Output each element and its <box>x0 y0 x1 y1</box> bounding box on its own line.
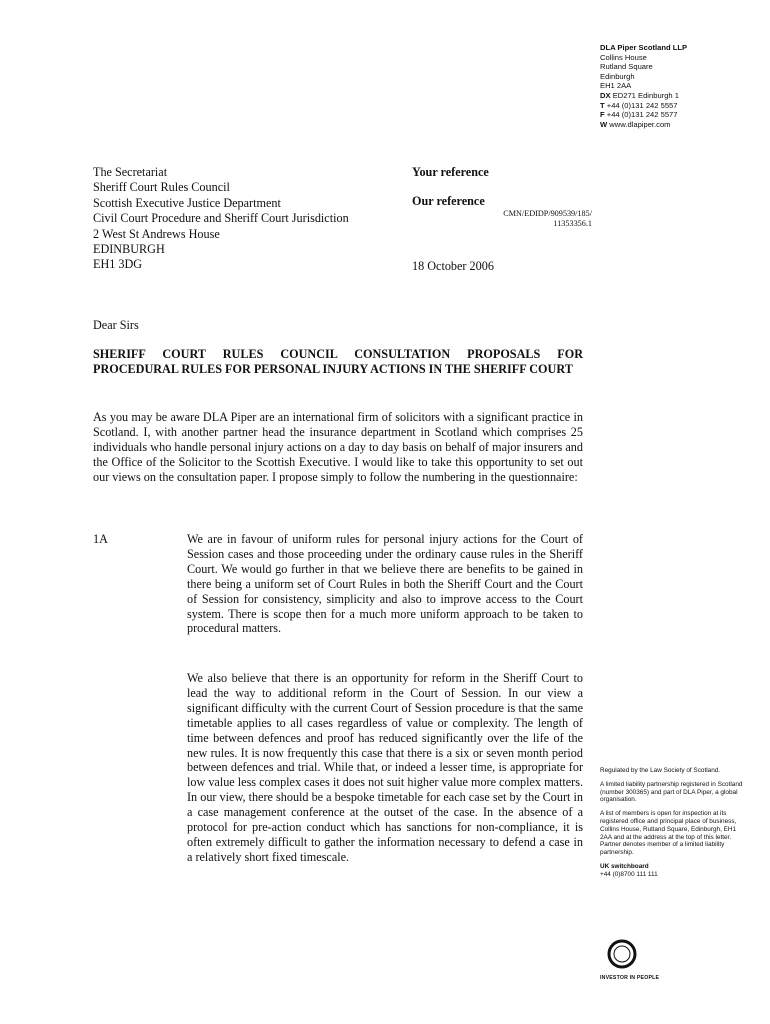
our-reference-value: CMN/EDIDP/909539/185/ <box>503 209 592 218</box>
regulatory-sidebar <box>600 767 746 885</box>
recipient-address <box>93 165 349 273</box>
firm-address-block <box>600 43 687 129</box>
members-note: A list of members is open for inspection at its registered office and principal place of business, Collins House, Rutland Square, Edinburgh, EH1 2AA and at the address at the top of this letter. Partner denotes member of a limited liability partnership. <box>600 810 737 857</box>
firm-dx: DX ED271 Edinburgh 1 <box>600 90 679 100</box>
our-reference-label: Our reference <box>412 194 485 208</box>
switchboard-label: UK switchboard <box>600 862 649 870</box>
recipient-line: The Secretariat <box>93 165 168 179</box>
investor-in-people-label: INVESTOR IN PEOPLE <box>600 975 660 981</box>
firm-address-line: Collins House <box>600 52 647 62</box>
firm-fax: F +44 (0)131 242 5577 <box>600 110 678 120</box>
llp-note: A limited liability partnership registered in Scotland (number 300365) and part of DLA Piper, a global organisation. <box>600 780 743 804</box>
firm-phone: T +44 (0)131 242 5557 <box>600 100 678 110</box>
switchboard <box>600 863 746 879</box>
recipient-line: EDINBURGH <box>93 242 165 257</box>
firm-address-line: EH1 2AA <box>600 81 632 91</box>
recipient-line: EH1 3DG <box>93 257 143 272</box>
recipient-line: Civil Court Procedure and Sheriff Court Jurisdiction <box>93 211 349 226</box>
salutation: Dear Sirs <box>93 318 139 332</box>
item-paragraph-2: We also believe that there is an opportunity for reform in the Sheriff Court to lead the way to additional reform in the Court of Session. In our view a significant difficulty with the current Court of Session procedure is that the same timetable applies to all cases regardless of value or complexity. The length of time between defences and proof has reduced significantly over the life of the new rules. It is now frequently this case that there is a six or seven month period between defences and trial. While that, or indeed a lesser time, is appropriate for low value less complex cases it does not suit higher value more complex matters. In our view, there should be a bespoke timetable for each case set by the Court in a case management conference at the outset of the case. In the absence of a protocol for pre-action conduct which has sanctions for non-compliance, it is often extremely difficult to gather the information necessary to defend a case in a relatively short fixed timescale. <box>187 671 583 864</box>
letter-heading: SHERIFF COURT RULES COUNCIL CONSULTATION PROPOSALS FOR PROCEDURAL RULES FOR PERSONAL INJURY ACTIONS IN THE SHERIFF COURT <box>93 347 583 377</box>
recipient-line: Sheriff Court Rules Council <box>93 180 230 195</box>
letter-date: 18 October 2006 <box>412 259 494 273</box>
firm-address-line: Edinburgh <box>600 71 635 81</box>
firm-web: W www.dlapiper.com <box>600 119 671 129</box>
firm-address-line: Rutland Square <box>600 62 653 72</box>
regulated-note: Regulated by the Law Society of Scotland. <box>600 767 721 774</box>
your-reference-label: Your reference <box>412 165 489 179</box>
our-reference-value-2: 11353356.1 <box>553 219 592 228</box>
firm-name: DLA Piper Scotland LLP <box>600 43 688 52</box>
item-paragraph-1: We are in favour of uniform rules for personal injury actions for the Court of Session cases and those proceeding under the ordinary cause rules in the Sheriff Court. We would go further in that we believe there are benefits to be gained in there being a uniform set of Court Rules in both the Sheriff Court and the Court of Session for consistency, simplicity and also to improve access to the Court system. There is scope then for a much more uniform approach to be taken to procedural matters. <box>187 532 583 636</box>
intro-paragraph: As you may be aware DLA Piper are an international firm of solicitors with a significant practice in Scotland. I, with another partner head the insurance department in Scotland which comprises 25 individuals who handle personal injury actions on a day to day basis on behalf of major insurers and the Office of the Solicitor to the Scottish Executive. I would like to take this opportunity to set out our views on the consultation paper. I propose simply to follow the numbering in the questionnaire: <box>93 410 583 484</box>
item-number: 1A <box>93 532 108 546</box>
reference-block <box>412 165 592 273</box>
recipient-line: 2 West St Andrews House <box>93 226 220 241</box>
switchboard-value: +44 (0)8700 111 111 <box>600 870 658 878</box>
recipient-line: Scottish Executive Justice Department <box>93 195 281 210</box>
